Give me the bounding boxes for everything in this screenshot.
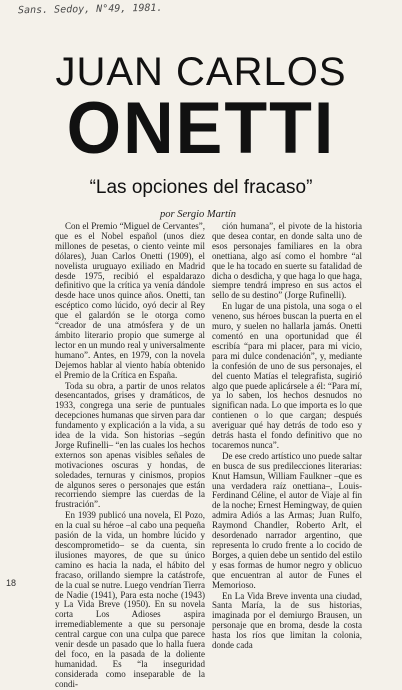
right-column xyxy=(212,222,362,651)
title-line-1: JUAN CARLOS xyxy=(55,50,347,94)
paragraph: En La Vida Breve inventa una ciudad, Santa María, la de sus historias, imaginada por el demiurgo Brausen, un personaje que en broma, desde la costa hasta los ríos que limitan la colonia, donde cada xyxy=(212,590,362,651)
handwritten-annotation: Sans. Sedoy, N°49, 1981. xyxy=(17,2,163,17)
paragraph: Toda su obra, a partir de unos relatos desencantados, grises y dramáticos, de 1933, congrega una serie de puntuales decepciones humanas que sirven para dar fundamento y explicación a la vida, a su idea de la vida. Son historias –según Jorge Rufinelli– “en las cuales los hechos externos son apenas visibles señales de motivaciones oscuras y hondas, de soledades, ternuras y cinismos, propios de algunos seres o personajes que están recorriendo siempre las cuerdas de la frustración”. xyxy=(55,380,205,510)
paragraph: ción humana”, el pivote de la historia que desea contar, en donde salta uno de esos personajes familiares en la obra onettiana, algo así como el hombre “al que le ha tocado en suerte su fatalidad de dicha o desdicha, y que haga lo que haga, siempre tendrá impreso en sus actos el sello de su destino” (Jorge Rufinelli). xyxy=(212,221,362,301)
page-number: 18 xyxy=(6,578,17,588)
title-line-2: ONETTI xyxy=(66,87,336,169)
paragraph: En 1939 publicó una novela, El Pozo, en la cual su héroe –al cabo una pequeña pasión de la vida, un hombre lúcido y descomprometido– se da cuenta, sin ilusiones mayores, de que su único camino es hacia la nada, el hábito del fracaso, orillando siempre la catástrofe, de la cual se nutre. Luego vendrían Tierra de Nadie (1941), Para esta noche (1943) y La Vida Breve (1950). En su novela corta Los Adioses aspira irremediablemente a que su personaje central cargue con una culpa que parece venir desde un pasado que lo halla fuera del foco, en la pasada de la doliente humanidad. Es “la inseguridad considerada como inseparable de la condi- xyxy=(55,510,205,689)
paragraph: En lugar de una pistola, una soga o el veneno, sus héroes buscan la puerta en el muro, y suelen no hallarla jamás. Onetti comentó en una oportunidad que él escribía “para mi placer, para mi vicio, para mi dulce condenación”, y, mediante la confesión de uno de sus personajes, el del cuento Matías el telegrafista, sugirió algo que puede aplicársele a él: “Para mí, ya lo saben, los hechos desnudos no significan nada. Lo que importa es lo que contienen o lo que cargan; después averiguar qué hay detrás de todo eso y detrás hasta el fondo definitivo que no tocaremos nunca”. xyxy=(212,301,362,450)
paragraph: De ese credo artístico uno puede saltar en busca de sus predilecciones literarias: Knut Hamsun, William Faulkner –que es una verdadera raíz onettiana–, Louis-Ferdinand Céline, el autor de Viaje al fin de la noche; Ernest Hemingway, de quien admira Adiós a las Armas; Juan Rulfo, Raymond Chandler, Roberto Arlt, el desordenado narrador argentino, que representa lo crudo frente a lo cocido de Borges, a quien debe un sentido del estilo y esas formas de humor negro y oblicuo que encuentran al autor de Funes el Memorioso. xyxy=(212,450,362,590)
paragraph: Con el Premio “Miguel de Cervantes”, que es el Nobel español (unos diez millones de pesetas, o ciento veinte mil dólares), Juan Carlos Onetti (1909), el novelista uruguayo exiliado en Madrid desde 1975, recibió el espaldarazo definitivo que la crítica ya venía dándole desde hace unos quince años. Onetti, tan escéptico como lúcido, oyó decir al Rey que el galardón se le otorga como “creador de una atmósfera y de un ámbito literario propio que sumerge al lector en un mundo real y universalmente humano”. Antes, en 1979, con la novela Dejemos hablar al viento había obtenido el Premio de la Crítica en España. xyxy=(55,221,205,380)
left-column xyxy=(55,222,205,690)
byline: por Sergio Martín xyxy=(160,209,237,220)
article-subtitle: “Las opciones del fracaso” xyxy=(89,177,313,198)
